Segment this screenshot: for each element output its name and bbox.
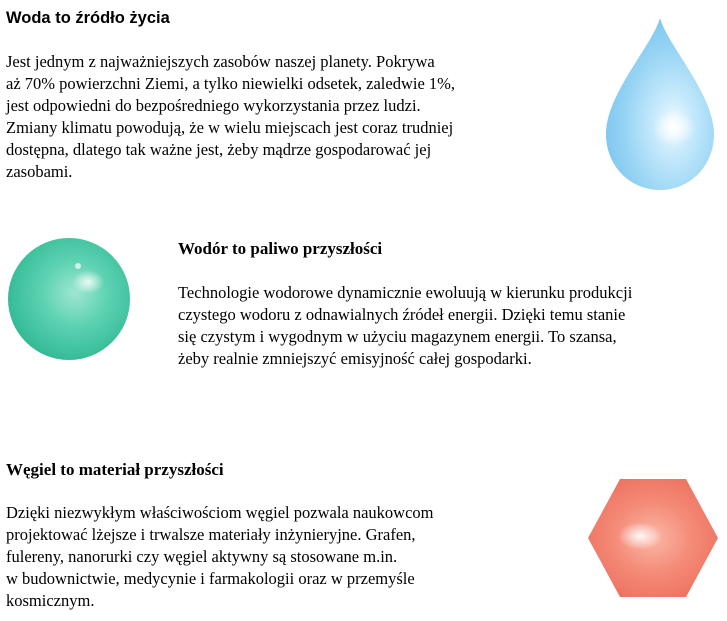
water-line-3: jest odpowiedni do bezpośredniego wykorzystania przez ludzi. bbox=[6, 96, 421, 115]
carbon-line-1: Dzięki niezwykłym właściwościom węgiel pozwala naukowcom bbox=[6, 503, 434, 522]
carbon-line-2: projektować lżejsze i trwalsze materiały inżynieryjne. Grafen, bbox=[6, 525, 416, 544]
sphere-icon bbox=[6, 236, 132, 362]
water-line-4: Zmiany klimatu powodują, że w wielu miejscach jest coraz trudniej bbox=[6, 118, 454, 137]
water-line-6: zasobami. bbox=[6, 162, 73, 181]
hydrogen-line-3: się czystym i wygodnym w użyciu magazynem energii. To szansa, bbox=[178, 327, 617, 346]
hexagon-icon bbox=[586, 476, 720, 600]
hydrogen-line-2: czystego wodoru z odnawialnych źródeł energii. Dzięki temu stanie bbox=[178, 305, 626, 324]
hydrogen-paragraph bbox=[178, 282, 723, 370]
hydrogen-line-1: Technologie wodorowe dynamicznie ewoluują w kierunku produkcji bbox=[178, 283, 633, 302]
carbon-line-5: kosmicznym. bbox=[6, 591, 95, 610]
hydrogen-heading: Wodór to paliwo przyszłości bbox=[178, 239, 383, 258]
carbon-section bbox=[6, 460, 576, 612]
hydrogen-line-4: żeby realnie zmniejszyć emisyjność całej gospodarki. bbox=[178, 349, 532, 368]
water-section bbox=[6, 8, 576, 183]
carbon-heading: Węgiel to materiał przyszłości bbox=[6, 460, 224, 479]
water-line-2: aż 70% powierzchni Ziemi, a tylko niewielki odsetek, zaledwie 1%, bbox=[6, 74, 456, 93]
carbon-paragraph bbox=[6, 502, 576, 612]
water-line-1: Jest jednym z najważniejszych zasobów naszej planety. Pokrywa bbox=[6, 52, 435, 71]
water-line-5: dostępna, dlatego tak ważne jest, żeby mądrze gospodarować jej bbox=[6, 140, 432, 159]
hydrogen-section bbox=[178, 239, 723, 370]
water-drop-icon bbox=[602, 16, 718, 192]
carbon-line-3: fulereny, nanorurki czy węgiel aktywny są stosowane m.in. bbox=[6, 547, 398, 566]
water-paragraph bbox=[6, 51, 576, 183]
carbon-line-4: w budownictwie, medycynie i farmakologii oraz w przemyśle bbox=[6, 569, 415, 588]
water-heading: Woda to źródło życia bbox=[6, 9, 170, 27]
